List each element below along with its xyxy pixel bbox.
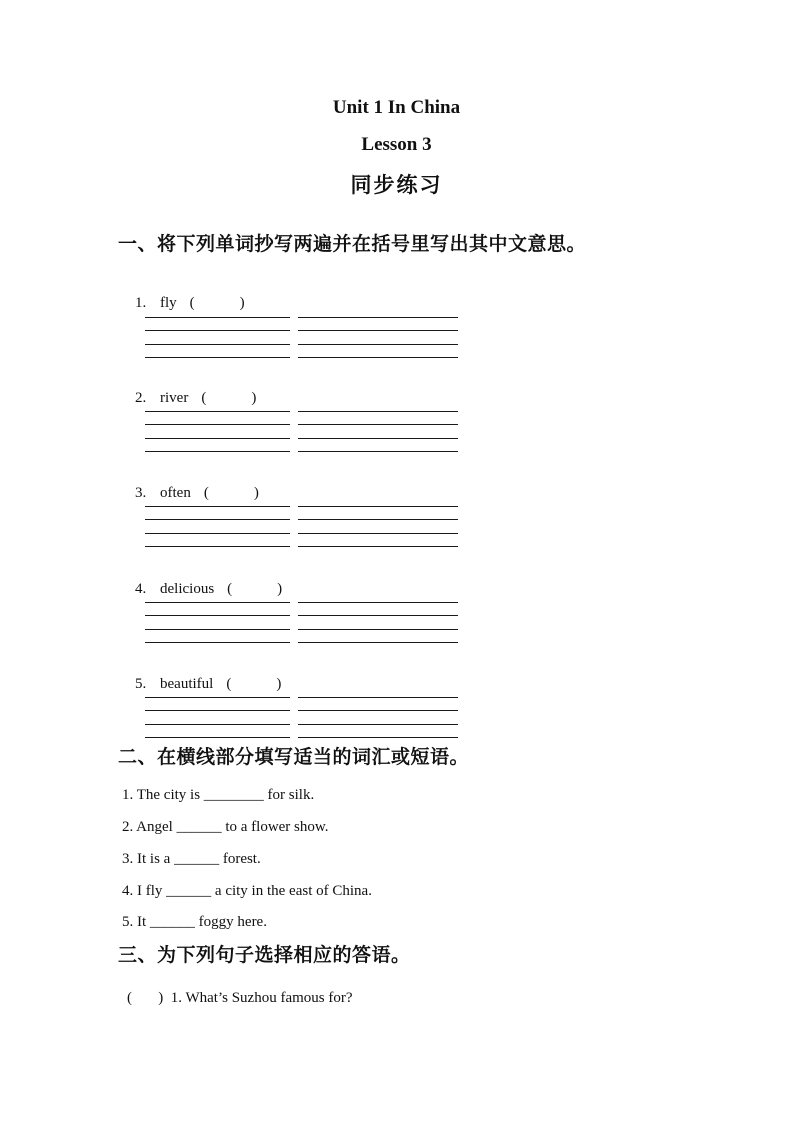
writing-line — [298, 398, 458, 412]
fill-item: 5. It ______ foggy here. — [122, 914, 267, 930]
writing-line — [145, 589, 290, 603]
page-title-subtitle: 同步练习 — [350, 174, 443, 197]
writing-line — [145, 493, 290, 507]
writing-line — [145, 603, 290, 617]
choice-item: ( ) 1. What’s Suzhou famous for? — [127, 990, 353, 1006]
word-item-number: 4. — [135, 581, 147, 597]
fill-item: 4. I fly ______ a city in the east of China. — [122, 883, 372, 899]
writing-line — [145, 698, 290, 712]
writing-line — [145, 304, 290, 318]
writing-line — [298, 589, 458, 603]
writing-line — [145, 439, 290, 453]
writing-line — [298, 603, 458, 617]
writing-line — [145, 425, 290, 439]
writing-line — [298, 331, 458, 345]
writing-line — [298, 493, 458, 507]
word-item-brackets: ( ) — [201, 390, 257, 406]
word-item-word: fly — [160, 295, 177, 311]
section2-heading: 二、在横线部分填写适当的词汇或短语。 — [118, 747, 470, 768]
word-item-number: 5. — [135, 676, 147, 692]
section1-heading: 一、将下列单词抄写两遍并在括号里写出其中文意思。 — [118, 234, 587, 255]
copy-lines-grid — [145, 304, 458, 358]
copy-lines-grid — [145, 398, 458, 452]
writing-line — [145, 520, 290, 534]
writing-line — [298, 425, 458, 439]
writing-line — [298, 318, 458, 332]
writing-line — [145, 534, 290, 548]
writing-line — [145, 412, 290, 426]
word-item-brackets: ( ) — [189, 295, 245, 311]
word-item-word: delicious — [160, 581, 215, 597]
word-item-brackets: ( ) — [227, 581, 283, 597]
writing-line — [298, 345, 458, 359]
word-item-number: 2. — [135, 390, 147, 406]
fill-item: 2. Angel ______ to a flower show. — [122, 819, 329, 835]
word-item-number: 3. — [135, 485, 147, 501]
writing-line — [145, 725, 290, 739]
writing-line — [145, 345, 290, 359]
writing-line — [298, 630, 458, 644]
writing-line — [298, 534, 458, 548]
writing-line — [298, 698, 458, 712]
writing-line — [145, 711, 290, 725]
fill-item: 1. The city is ________ for silk. — [122, 787, 315, 803]
section3-heading: 三、为下列句子选择相应的答语。 — [118, 945, 411, 966]
writing-line — [298, 616, 458, 630]
writing-line — [298, 711, 458, 725]
page-title-unit: Unit 1 In China — [332, 97, 461, 118]
writing-line — [298, 304, 458, 318]
copy-lines-grid — [145, 493, 458, 547]
word-item-brackets: ( ) — [226, 676, 282, 692]
page-title-lesson: Lesson 3 — [361, 134, 432, 155]
writing-line — [298, 507, 458, 521]
writing-line — [145, 616, 290, 630]
writing-line — [298, 684, 458, 698]
writing-line — [145, 630, 290, 644]
copy-lines-grid — [145, 589, 458, 643]
writing-line — [298, 725, 458, 739]
word-item-word: beautiful — [160, 676, 214, 692]
fill-item: 3. It is a ______ forest. — [122, 851, 261, 867]
word-item-word: often — [160, 485, 191, 501]
writing-line — [298, 439, 458, 453]
writing-line — [145, 398, 290, 412]
writing-line — [145, 318, 290, 332]
writing-line — [298, 520, 458, 534]
word-item-brackets: ( ) — [203, 485, 259, 501]
word-item-number: 1. — [135, 295, 147, 311]
writing-line — [145, 331, 290, 345]
word-item-word: river — [160, 390, 189, 406]
writing-line — [145, 507, 290, 521]
copy-lines-grid — [145, 684, 458, 738]
writing-line — [298, 412, 458, 426]
writing-line — [145, 684, 290, 698]
